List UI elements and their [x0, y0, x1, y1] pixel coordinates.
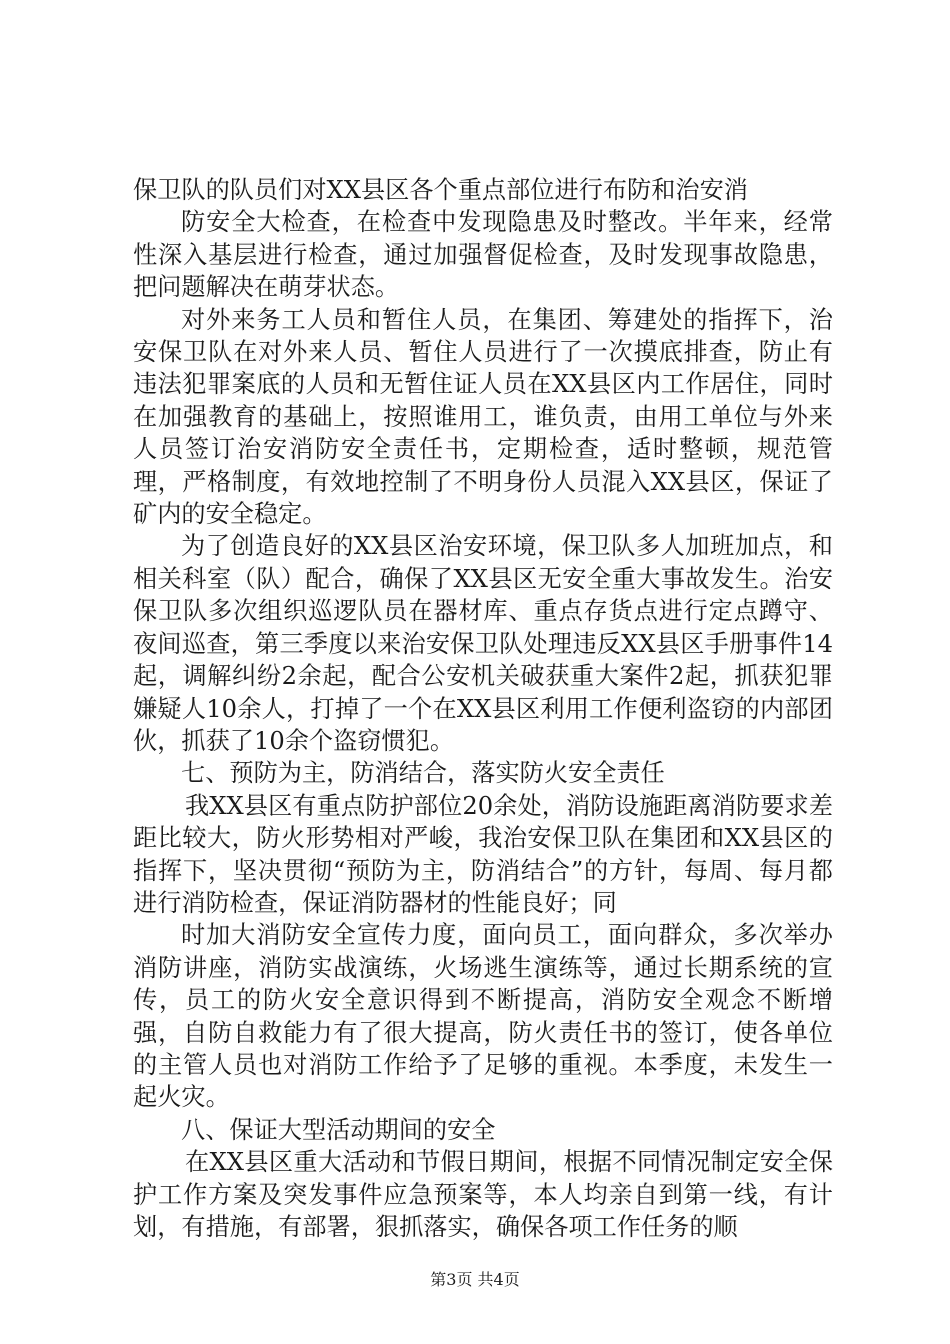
paragraph-2: 防安全大检查，在检查中发现隐患及时整改。半年来，经常性深入基层进行检查，通过加强督促检查，及时发现事故隐患，把问题解决在萌芽状态。 [133, 208, 833, 302]
paragraph-5: 我XX县区有重点防护部位20余处，消防设施距离消防要求差距比较大，防火形势相对严峻，我治安保卫队在集团和XX县区的指挥下，坚决贯彻“预防为主，防消结合”的方针，每周、每月都进行消防检查，保证消防器材的性能良好；同 [133, 791, 833, 917]
paragraph-6: 时加大消防安全宣传力度，面向员工，面向群众，多次举办消防讲座，消防实战演练，火场逃生演练等，通过长期系统的宣传，员工的防火安全意识得到不断提高，消防安全观念不断增强，自防自救能力有了很大提高，防火责任书的签订，使各单位的主管人员也对消防工作给予了足够的重视。本季度，未发生一起火灾。 [133, 921, 833, 1112]
document-body [133, 174, 833, 1243]
paragraph-4: 为了创造良好的XX县区治安环境，保卫队多人加班加点，和相关科室（队）配合，确保了XX县区无安全重大事故发生。治安保卫队多次组织巡逻队员在器材库、重点存货点进行定点蹲守、夜间巡查，第三季度以来治安保卫队处理违反XX县区手册事件14起，调解纠纷2余起，配合公安机关破获重大案件2起，抓获犯罪嫌疑人10余人，打掉了一个在XX县区利用工作便利盗窃的内部团伙，抓获了10余个盗窃惯犯。 [133, 532, 833, 755]
section-heading-7: 七、预防为主，防消结合，落实防火安全责任 [181, 759, 665, 788]
section-heading-8: 八、保证大型活动期间的安全 [181, 1115, 496, 1144]
paragraph-7: 在XX县区重大活动和节假日期间，根据不同情况制定安全保护工作方案及突发事件应急预案等，本人均亲自到第一线，有计划，有措施，有部署，狠抓落实，确保各项工作任务的顺 [133, 1148, 833, 1241]
page-number-footer: 第3页 共4页 [430, 1270, 520, 1289]
paragraph-3: 对外来务工人员和暂住人员，在集团、筹建处的指挥下，治安保卫队在对外来人员、暂住人员进行了一次摸底排查，防止有违法犯罪案底的人员和无暂住证人员在XX县区内工作居住，同时在加强教育的基础上，按照谁用工，谁负责，由用工单位与外来人员签订治安消防安全责任书，定期检查，适时整顿，规范管理，严格制度，有效地控制了不明身份人员混入XX县区，保证了矿内的安全稳定。 [133, 305, 833, 529]
paragraph-1: 保卫队的队员们对XX县区各个重点部位进行布防和治安消 [133, 176, 748, 204]
